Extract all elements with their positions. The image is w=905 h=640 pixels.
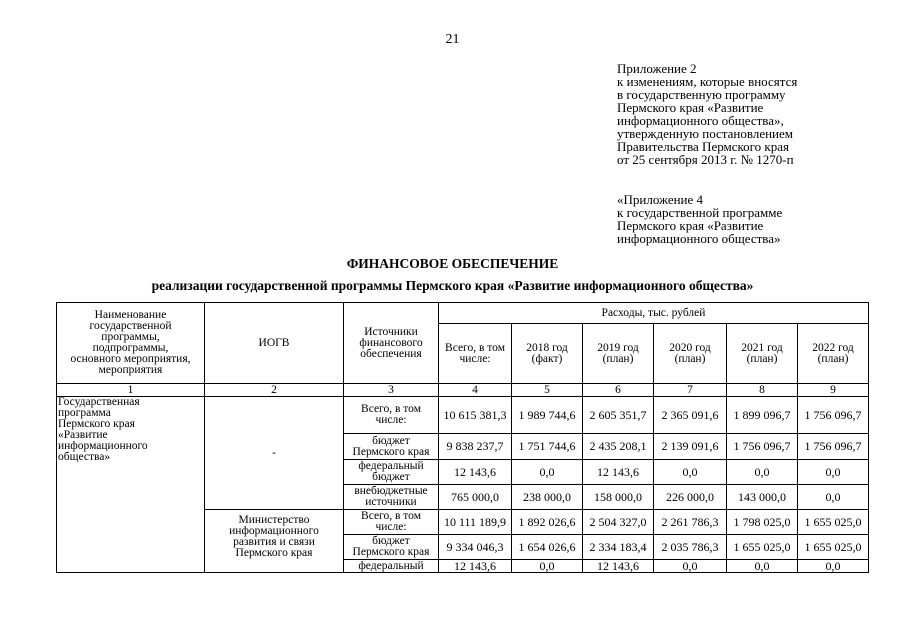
text-line: программы, — [101, 331, 160, 343]
text-line: к государственной программе — [617, 205, 783, 220]
source-cell — [344, 460, 439, 485]
text-line: (план) — [746, 352, 778, 365]
table-row — [57, 510, 869, 535]
text-line: информационного — [58, 440, 148, 452]
appendix-4-block — [617, 193, 782, 245]
text-line: внебюджетные — [354, 485, 428, 497]
text-line: источники — [365, 496, 417, 508]
program-iogv: - — [205, 397, 344, 510]
text-line: Всего, в том — [361, 403, 421, 415]
header-name — [57, 303, 205, 384]
text-line: 2022 год — [812, 341, 854, 354]
text-line: числе: — [375, 414, 407, 426]
value-cell: 2 035 786,3 — [654, 535, 727, 560]
col-number: 2 — [205, 384, 344, 397]
text-line: программа — [58, 407, 111, 419]
value-cell: 0,0 — [654, 460, 727, 485]
header-2020 — [654, 324, 727, 384]
header-2018 — [512, 324, 583, 384]
text-line: (план) — [602, 352, 634, 365]
text-line: от 25 сентября 2013 г. № 1270-п — [617, 152, 794, 167]
text-line: (факт) — [531, 352, 563, 365]
value-cell: 226 000,0 — [654, 485, 727, 510]
value-cell: 1 655 025,0 — [727, 535, 798, 560]
header-2022 — [798, 324, 869, 384]
value-cell: 1 756 096,7 — [798, 397, 869, 434]
value-cell: 12 143,6 — [583, 460, 654, 485]
text-line: в государственную программу — [617, 87, 786, 102]
text-line: Пермского края «Развитие — [617, 100, 764, 115]
value-cell: 9 334 046,3 — [439, 535, 512, 560]
text-line: 2021 год — [741, 341, 783, 354]
header-expenses: Расходы, тыс. рублей — [439, 303, 869, 324]
text-line: финансового — [359, 336, 423, 349]
value-cell: 1 655 025,0 — [798, 535, 869, 560]
value-cell: 1 655 025,0 — [798, 510, 869, 535]
document-subtitle: реализации государственной программы Пермского края «Развитие информационного общества» — [151, 278, 754, 293]
value-cell: 2 334 183,4 — [583, 535, 654, 560]
value-cell: 1 892 026,6 — [512, 510, 583, 535]
text-line: Государственная — [58, 396, 140, 408]
source-cell — [344, 535, 439, 560]
text-line: 2020 год — [669, 341, 711, 354]
ministry-name — [205, 510, 344, 573]
col-number: 7 — [654, 384, 727, 397]
text-line: государственной — [89, 320, 172, 332]
source-cell — [344, 485, 439, 510]
value-cell: 0,0 — [727, 460, 798, 485]
value-cell: 1 756 096,7 — [798, 434, 869, 460]
text-line: обеспечения — [360, 347, 422, 360]
text-line: Пермского края — [352, 546, 430, 558]
value-cell: 0,0 — [798, 460, 869, 485]
text-line: развития и связи — [233, 536, 315, 548]
text-line: мероприятия — [98, 364, 163, 376]
value-cell: 0,0 — [512, 460, 583, 485]
value-cell: 0,0 — [512, 560, 583, 573]
text-line: федеральный — [358, 460, 424, 472]
source-cell — [344, 510, 439, 535]
value-cell: 1 756 096,7 — [727, 434, 798, 460]
value-cell: 765 000,0 — [439, 485, 512, 510]
text-line: федеральный — [358, 559, 424, 572]
text-line: Приложение 2 — [617, 61, 697, 76]
text-line: числе: — [375, 521, 407, 533]
text-line: числе: — [459, 352, 491, 365]
text-line: Наименование — [94, 309, 167, 321]
value-cell: 12 143,6 — [439, 460, 512, 485]
header-iogv: ИОГВ — [205, 303, 344, 384]
value-cell: 1 989 744,6 — [512, 397, 583, 434]
value-cell: 2 139 091,6 — [654, 434, 727, 460]
text-line: информационного — [229, 525, 319, 537]
text-line: общества» — [58, 451, 111, 463]
text-line: утвержденную постановлением — [617, 126, 794, 141]
program-name — [57, 397, 205, 510]
value-cell: 0,0 — [798, 560, 869, 573]
value-cell: 1 899 096,7 — [727, 397, 798, 434]
text-line: Министерство — [238, 514, 310, 526]
value-cell: 2 605 351,7 — [583, 397, 654, 434]
text-line: бюджет — [372, 471, 410, 483]
header-2019 — [583, 324, 654, 384]
value-cell: 238 000,0 — [512, 485, 583, 510]
text-line: 2018 год — [526, 341, 568, 354]
text-line: Пермского края — [235, 547, 313, 559]
header-source — [344, 303, 439, 384]
value-cell: 1 798 025,0 — [727, 510, 798, 535]
col-number: 3 — [344, 384, 439, 397]
text-line: Правительства Пермского края — [617, 139, 789, 154]
value-cell: 143 000,0 — [727, 485, 798, 510]
text-line: Всего, в том — [445, 341, 505, 354]
text-line: (план) — [674, 352, 706, 365]
text-line: к изменениям, которые вносятся — [617, 74, 798, 89]
value-cell: 2 261 786,3 — [654, 510, 727, 535]
value-cell: 1 751 744,6 — [512, 434, 583, 460]
col-number: 8 — [727, 384, 798, 397]
text-line: бюджет — [372, 434, 410, 447]
value-cell: 1 654 026,6 — [512, 535, 583, 560]
text-line: Пермского края — [58, 418, 135, 430]
text-line: Источники — [364, 325, 418, 338]
value-cell: 0,0 — [727, 560, 798, 573]
financing-table — [56, 302, 869, 573]
page-number: 21 — [445, 32, 460, 47]
value-cell: 2 504 327,0 — [583, 510, 654, 535]
text-line: информационного общества», — [617, 113, 784, 128]
column-number-row — [57, 384, 869, 397]
value-cell: 158 000,0 — [583, 485, 654, 510]
value-cell: 2 435 208,1 — [583, 434, 654, 460]
col-number: 9 — [798, 384, 869, 397]
text-line: Пермского края «Развитие — [617, 218, 764, 233]
text-line: Всего, в том — [361, 510, 421, 522]
text-line: информационного общества» — [617, 231, 781, 246]
text-line: 2019 год — [597, 341, 639, 354]
source-cell — [344, 560, 439, 573]
value-cell: 10 615 381,3 — [439, 397, 512, 434]
value-cell: 9 838 237,7 — [439, 434, 512, 460]
text-line: бюджет — [372, 535, 410, 547]
col-number: 4 — [439, 384, 512, 397]
header-2021 — [727, 324, 798, 384]
text-line: основного мероприятия, — [70, 353, 191, 365]
text-line: подпрограммы, — [92, 342, 169, 354]
program-name-continued — [57, 510, 205, 573]
appendix-2-block — [617, 62, 797, 166]
value-cell: 0,0 — [798, 485, 869, 510]
text-line: (план) — [817, 352, 849, 365]
document-title: ФИНАНСОВОЕ ОБЕСПЕЧЕНИЕ — [346, 256, 559, 271]
col-number: 5 — [512, 384, 583, 397]
text-line: «Приложение 4 — [617, 192, 704, 207]
value-cell: 12 143,6 — [439, 560, 512, 573]
value-cell: 10 111 189,9 — [439, 510, 512, 535]
col-number: 6 — [583, 384, 654, 397]
col-number: 1 — [57, 384, 205, 397]
table-row — [57, 397, 869, 434]
value-cell: 2 365 091,6 — [654, 397, 727, 434]
source-cell — [344, 434, 439, 460]
header-total — [439, 324, 512, 384]
source-cell — [344, 397, 439, 434]
value-cell: 0,0 — [654, 560, 727, 573]
text-line: Пермского края — [352, 445, 430, 458]
text-line: «Развитие — [58, 429, 108, 441]
value-cell: 12 143,6 — [583, 560, 654, 573]
